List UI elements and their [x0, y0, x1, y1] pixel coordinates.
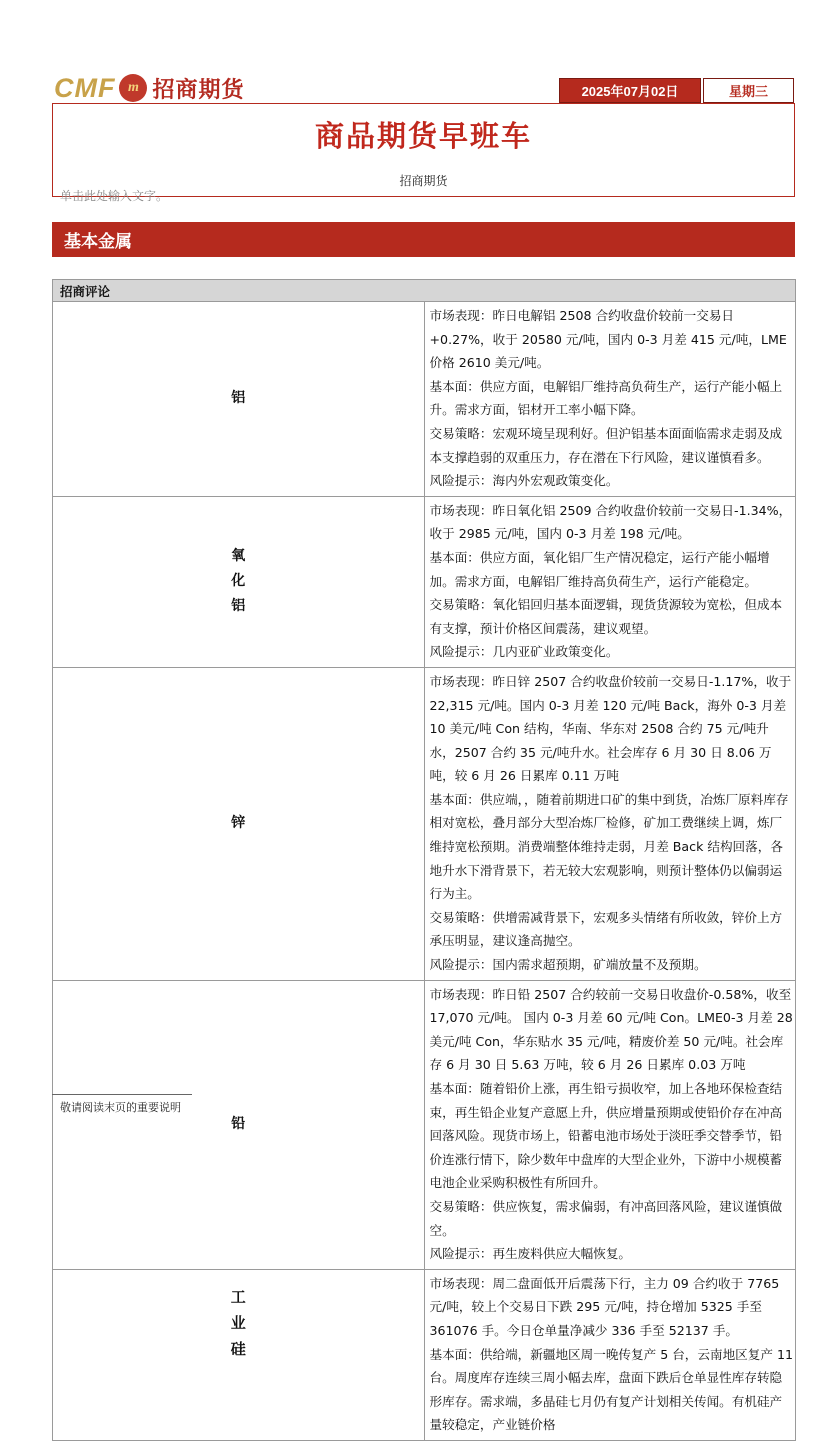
footer-note: 敬请阅读末页的重要说明 — [60, 1101, 181, 1114]
commodity-name: 氧化铝 — [231, 548, 246, 615]
fundamentals: 基本面：供给端，新疆地区周一晚传复产 5 台，云南地区复产 11 台。周度库存连续三周小幅去库，盘面下跌后仓单显性库存转隐形库存。需求端，多晶硅七月仍有复产计划相关传闻。有机硅产量较稳定，产业链价格 — [429, 1346, 793, 1433]
commodity-name: 铅 — [231, 1116, 246, 1133]
page-title: 商品期货早班车 — [314, 119, 532, 153]
row-text-cell — [424, 496, 796, 667]
report-weekday: 星期三 — [703, 78, 794, 103]
row-name-cell — [53, 302, 425, 497]
cmf-logo — [54, 70, 245, 106]
row-text-cell — [424, 1269, 796, 1440]
market-performance: 市场表现：昨日氧化铝 2509 合约收盘价较前一交易日-1.34%，收于 2985 元/吨，国内 0-3 月差 198 元/吨。 — [429, 502, 792, 542]
row-name-cell — [53, 1269, 425, 1440]
table-row-lead — [53, 980, 796, 1269]
footer-divider — [52, 1094, 192, 1095]
commodity-name: 铝 — [231, 390, 246, 407]
commentary-table — [52, 279, 796, 1441]
table-header-row — [53, 280, 796, 302]
risk-warning: 风险提示：再生废料供应大幅恢复。 — [429, 1246, 631, 1262]
text-placeholder[interactable]: 单击此处输入文字。 — [60, 189, 169, 203]
logo-company-name: 招商期货 — [152, 77, 245, 103]
trading-strategy: 交易策略：供增需减背景下，宏观多头情绪有所收敛，锌价上方承压明显，建议逢高抛空。 — [429, 909, 783, 949]
risk-warning: 风险提示：几内亚矿业政策变化。 — [429, 644, 619, 660]
logo-cmf-text: CMF — [54, 72, 116, 103]
section-title: 基本金属 — [64, 232, 132, 252]
market-performance: 市场表现：昨日电解铝 2508 合约收盘价较前一交易日+0.27%，收于 20580 元/吨，国内 0-3 月差 415 元/吨，LME 价格 2610 美元/吨。 — [429, 308, 787, 371]
section-title-bar — [52, 222, 795, 257]
row-text-cell — [424, 667, 796, 980]
row-name-cell — [53, 667, 425, 980]
row-name-cell — [53, 496, 425, 667]
table-row-aluminium — [53, 302, 796, 497]
trading-strategy: 交易策略：供应恢复，需求偏弱，有冲高回落风险，建议谨慎做空。 — [429, 1198, 783, 1238]
page-subtitle: 招商期货 — [399, 174, 448, 188]
market-performance: 市场表现：周二盘面低开后震荡下行，主力 09 合约收于 7765 元/吨，较上个交易日下跌 295 元/吨，持仓增加 5325 手至 361076 手。今日仓单量净减少 336 手至 52137 手。 — [429, 1275, 780, 1338]
row-name-cell — [53, 980, 425, 1269]
fundamentals: 基本面：随着铅价上涨，再生铅亏损收窄，加上各地环保检查结束，再生铅企业复产意愿上升，供应增量预期或使铅价存在冲高回落风险。现货市场上，铅蓄电池市场处于淡旺季交替季节，铅价连涨行情下，除少数年中盘库的大型企业外，下游中小规模蓄电池企业采购积极性有所回升。 — [429, 1081, 783, 1191]
trading-strategy: 交易策略：宏观环境呈现利好。但沪铝基本面面临需求走弱及成本支撑趋弱的双重压力，存在潜在下行风险，建议谨慎看多。 — [429, 425, 783, 465]
table-row-industrial-silicon — [53, 1269, 796, 1440]
fundamentals: 基本面：供应端，，随着前期进口矿的集中到货，冶炼厂原料库存相对宽松，叠月部分大型冶炼厂检修，矿加工费继续上调，炼厂维持宽松预期。消费端整体维持走弱，月差 Back 结构回落，各地升水下滑背景下，若无较大宏观影响，则预计整体仍以偏弱运行为主。 — [429, 791, 789, 902]
fundamentals: 基本面：供应方面，氧化铝厂生产情况稳定，运行产能小幅增加。需求方面，电解铝厂维持高负荷生产，运行产能稳定。 — [429, 549, 770, 589]
market-performance: 市场表现：昨日锌 2507 合约收盘价较前一交易日-1.17%，收于 22,315 元/吨。国内 0-3 月差 120 元/吨 Back，海外 0-3 月差 10 美元/吨 Con 结构，华南、华东对 2508 合约 75 元/吨升水，2507 合约 35 元/吨升水。社会库存 6 月 30 日 8.06 万吨，较 6 月 26 日累库 0.11 万吨 — [429, 673, 792, 784]
risk-warning: 风险提示：国内需求超预期，矿端放量不及预期。 — [429, 957, 707, 973]
logo-badge-icon: m — [119, 74, 147, 102]
market-performance: 市场表现：昨日铅 2507 合约较前一交易日收盘价-0.58%，收至 17,070 元/吨。 国内 0-3 月差 60 元/吨 Con。LME0-3 月差 28 美元/吨 Con，华东贴水 35 元/吨，精废价差 50 元/吨。社会库存 6 月 30 日 5.63 万吨，较 6 月 26 日累库 0.03 万吨 — [429, 986, 793, 1073]
trading-strategy: 交易策略：氧化铝回归基本面逻辑，现货货源较为宽松，但成本有支撑，预计价格区间震荡，建议观望。 — [429, 597, 783, 636]
report-date: 2025年07月02日 — [559, 78, 701, 103]
fundamentals: 基本面：供应方面，电解铝厂维持高负荷生产，运行产能小幅上升。需求方面，铝材开工率小幅下降。 — [429, 378, 783, 418]
commodity-name: 工业硅 — [230, 1287, 246, 1358]
risk-warning: 风险提示：海内外宏观政策变化。 — [429, 473, 619, 489]
row-text-cell — [424, 980, 796, 1269]
table-row-alumina — [53, 496, 796, 667]
table-header: 招商评论 — [53, 280, 796, 302]
commodity-name: 锌 — [231, 815, 246, 832]
row-text-cell — [424, 302, 796, 497]
table-row-zinc — [53, 667, 796, 980]
